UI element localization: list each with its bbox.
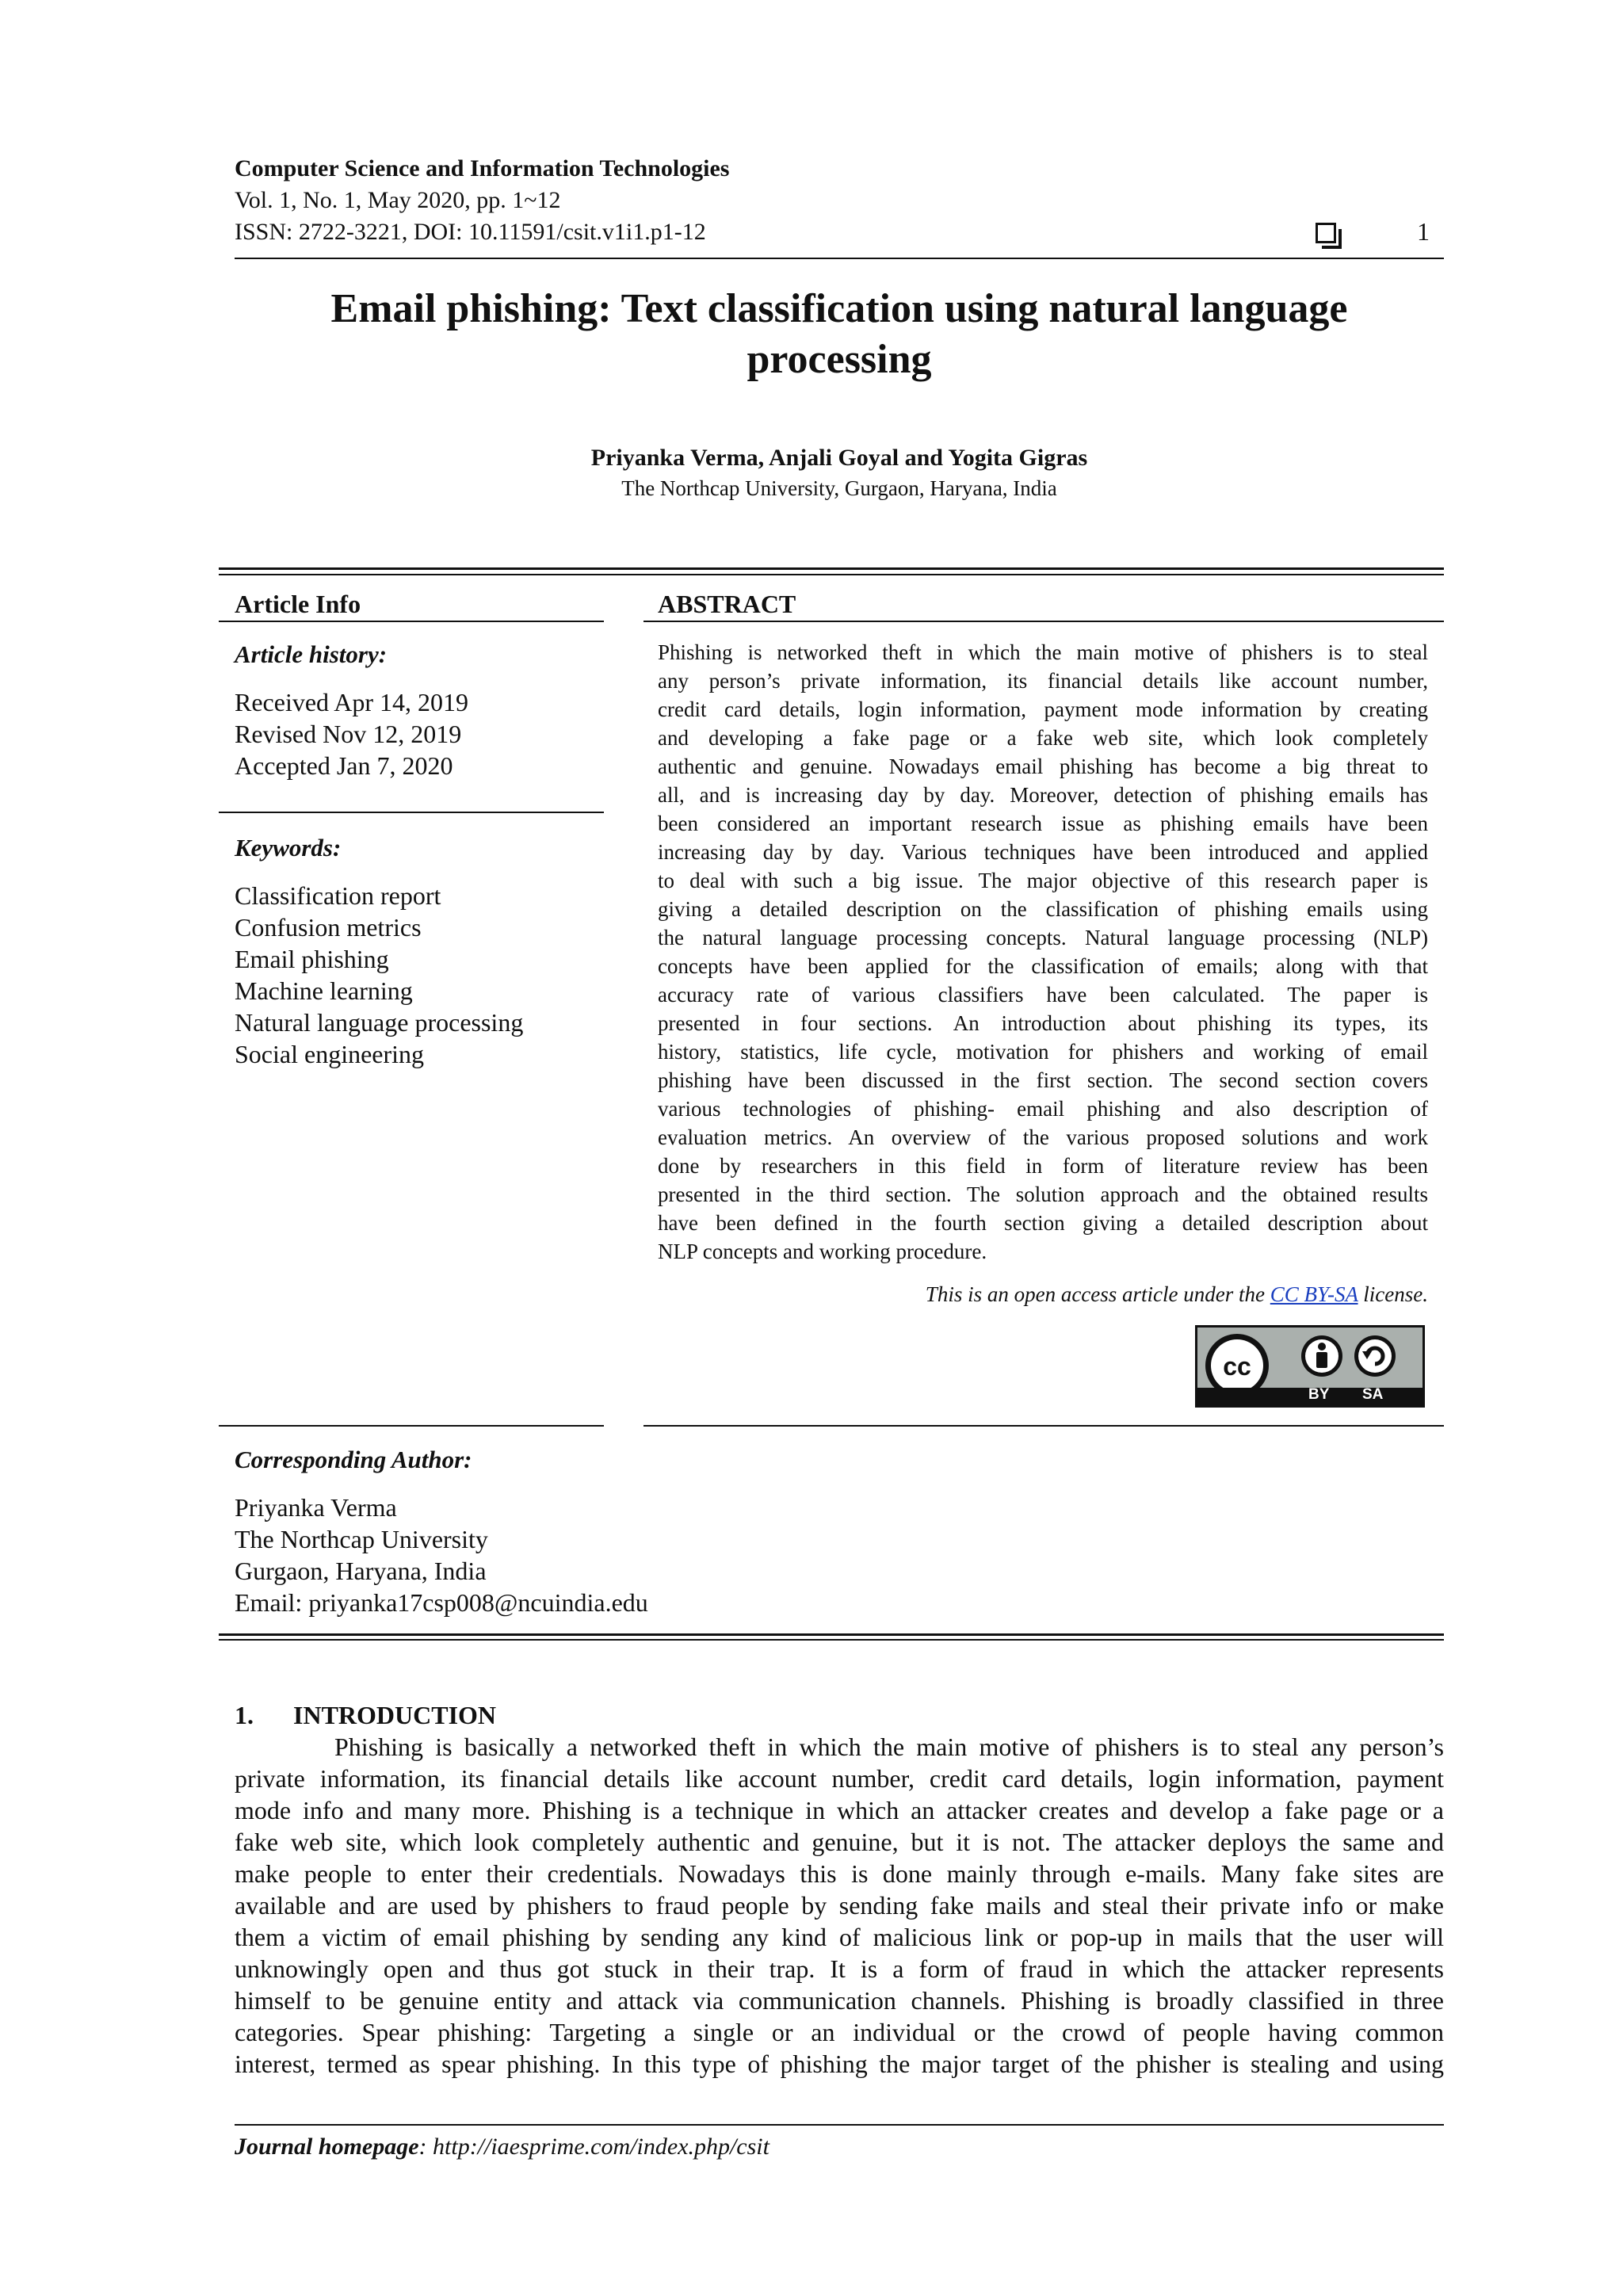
abstract-line: increasing day by day. Various techniques have been introduced and applied [658, 840, 1428, 864]
intro-line: available and are used by phishers to fraud people by sending fake mails and steal their private info or make [235, 1891, 1444, 1920]
keyword-item: Email phishing [235, 945, 389, 973]
abstract-line: and developing a fake page or a fake web site, which look completely [658, 726, 1428, 750]
footer-divider [235, 2124, 1444, 2126]
license-prefix: This is an open access article under the [925, 1282, 1270, 1306]
badge-label-sa: SA [1362, 1386, 1384, 1403]
keywords-heading: Keywords: [235, 834, 342, 861]
page-number: 1 [1417, 217, 1430, 246]
keyword-item: Social engineering [235, 1040, 425, 1068]
introduction-text [235, 1731, 1444, 2080]
license-suffix: license. [1358, 1282, 1428, 1306]
abstract-line: have been defined in the fourth section giving a detailed description about [658, 1211, 1428, 1235]
divider [219, 1633, 1444, 1636]
corresponding-author-heading: Corresponding Author: [235, 1446, 472, 1473]
abstract-line: accuracy rate of various classifiers have been calculated. The paper is [658, 983, 1428, 1007]
authors: Priyanka Verma, Anjali Goyal and Yogita Gigras [590, 445, 1088, 471]
history-accepted: Accepted Jan 7, 2020 [235, 751, 453, 780]
cc-by-sa-badge[interactable] [1195, 1325, 1425, 1408]
badge-label-strip [1197, 1388, 1423, 1405]
abstract-line: credit card details, login information, payment mode information by creating [658, 697, 1428, 721]
abstract-line: NLP concepts and working procedure. [658, 1240, 987, 1263]
intro-line: interest, termed as spear phishing. In this type of phishing the major target of the phisher is stealing and using [235, 2050, 1444, 2078]
abstract-line: presented in four sections. An introduction about phishing its types, its [658, 1011, 1428, 1035]
abstract-line: various technologies of phishing- email phishing and also description of [658, 1097, 1428, 1121]
article-history-heading: Article history: [235, 640, 388, 668]
divider [219, 574, 1444, 575]
abstract-line: concepts have been applied for the classification of emails; along with that [658, 954, 1428, 978]
license-link[interactable]: CC BY-SA [1270, 1282, 1358, 1306]
journal-name: Computer Science and Information Technologies [235, 155, 730, 181]
article-info-heading: Article Info [235, 590, 361, 618]
header-divider [235, 258, 1444, 259]
abstract-line: to deal with such a big issue. The major objective of this research paper is [658, 869, 1428, 892]
intro-line: mode info and many more. Phishing is a technique in which an attacker creates and develop a fake page or a [235, 1796, 1444, 1824]
intro-line: make people to enter their credentials. Nowadays this is done mainly through e-mails. Many fake sites are [235, 1859, 1444, 1888]
author-email: Email: priyanka17csp008@ncuindia.edu [235, 1588, 648, 1617]
paper-title [235, 284, 1444, 385]
abstract-text [658, 638, 1428, 1266]
intro-line: himself to be genuine entity and attack via communication channels. Phishing is broadly classified in three [235, 1986, 1444, 2015]
affiliation: The Northcap University, Gurgaon, Haryana, India [621, 476, 1057, 500]
section-title: INTRODUCTION [293, 1701, 497, 1729]
divider [219, 567, 1444, 570]
volume-line: Vol. 1, No. 1, May 2020, pp. 1~12 [235, 187, 561, 213]
intro-line: fake web site, which look completely authentic and genuine, but it is not. The attacker deploys the same and [235, 1828, 1444, 1856]
abstract-line: all, and is increasing day by day. Moreover, detection of phishing emails has [658, 783, 1428, 807]
divider [219, 1639, 1444, 1641]
author-name: Priyanka Verma [235, 1493, 397, 1522]
keyword-item: Natural language processing [235, 1008, 524, 1037]
homepage-url[interactable]: : http://iaesprime.com/index.php/csit [418, 2134, 769, 2160]
issn-line: ISSN: 2722-3221, DOI: 10.11591/csit.v1i1.p1-12 [235, 219, 706, 245]
intro-line: Phishing is basically a networked theft in which the main motive of phishers is to steal any person’s [334, 1733, 1444, 1761]
divider [219, 1425, 604, 1427]
license-statement [658, 1282, 1428, 1307]
abstract-line: any person’s private information, its financial details like account number, [658, 669, 1428, 693]
journal-homepage [235, 2134, 769, 2160]
svg-text:cc: cc [1223, 1352, 1251, 1381]
abstract-line: giving a detailed description on the classification of phishing emails using [658, 897, 1428, 921]
divider [643, 1425, 1444, 1427]
intro-line: unknowingly open and thus got stuck in their trap. It is a form of fraud in which the attacker represents [235, 1954, 1444, 1983]
abstract-line: the natural language processing concepts. Natural language processing (NLP) [658, 926, 1428, 949]
abstract-line: been considered an important research issue as phishing emails have been [658, 812, 1428, 835]
title-line-2: processing [747, 337, 932, 382]
homepage-label: Journal homepage [235, 2134, 419, 2160]
abstract-heading: ABSTRACT [658, 590, 796, 618]
author-location: Gurgaon, Haryana, India [235, 1557, 487, 1585]
badge-label-by: BY [1308, 1386, 1330, 1403]
intro-line: categories. Spear phishing: Targeting a single or an individual or the crowd of people having common [235, 2018, 1444, 2046]
intro-line: private information, its financial details like account number, credit card details, login information, payment [235, 1764, 1444, 1793]
abstract-line: Phishing is networked theft in which the main motive of phishers is to steal [658, 640, 1428, 664]
keyword-item: Classification report [235, 881, 441, 910]
article-history-list [235, 686, 468, 781]
intro-line: them a victim of email phishing by sending any kind of malicious link or pop-up in mails that the user will [235, 1923, 1444, 1951]
divider [219, 812, 604, 813]
history-received: Received Apr 14, 2019 [235, 688, 469, 716]
title-line-1: Email phishing: Text classification using natural language [330, 286, 1348, 331]
keywords-list [235, 880, 523, 1070]
abstract-line: evaluation metrics. An overview of the various proposed solutions and work [658, 1125, 1428, 1149]
section-number: 1. [235, 1701, 254, 1729]
abstract-line: phishing have been discussed in the first section. The second section covers [658, 1068, 1428, 1092]
abstract-line: done by researchers in this field in form of literature review has been [658, 1154, 1428, 1178]
checkbox-icon [1316, 223, 1336, 243]
keyword-item: Confusion metrics [235, 913, 422, 942]
abstract-line: history, statistics, life cycle, motivation for phishers and working of email [658, 1040, 1428, 1064]
corresponding-author-details [235, 1492, 648, 1618]
keyword-item: Machine learning [235, 976, 413, 1005]
author-institution: The Northcap University [235, 1525, 488, 1553]
history-revised: Revised Nov 12, 2019 [235, 720, 462, 748]
divider [643, 621, 1444, 622]
abstract-line: authentic and genuine. Nowadays email phishing has become a big threat to [658, 755, 1428, 778]
divider [219, 621, 604, 622]
abstract-line: presented in the third section. The solution approach and the obtained results [658, 1182, 1428, 1206]
